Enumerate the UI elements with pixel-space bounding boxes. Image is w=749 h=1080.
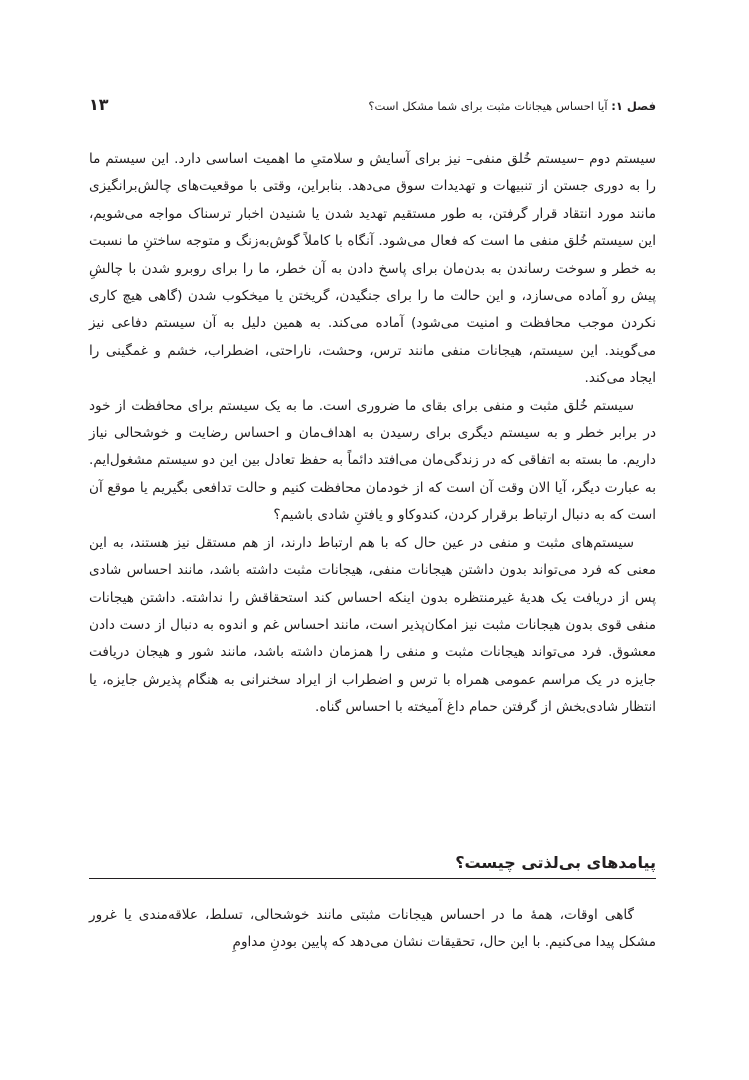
paragraph-1: سیستم دوم –سیستم خُلق منفی– نیز برای آسایش و سلامتیِ ما اهمیت اساسی دارد. این سیستم ما را به دوری جستن از تنبیهات و تهدیدات سوق می‌دهد. بنابراین، وقتی با موقعیت‌های چالش‌برانگیزی مانند مورد انتقاد قرار گرفتن، به طور مستقیم تهدید شدن یا شنیدن اخبار ترسناک مواجه می‌شویم، این سیستم خُلق منفی ما است که فعال می‌شود. آنگاه با کاملاً گوش‌به‌زنگ و متوجه ساختنِ ما نسبت به خطر و سوخت رساندن به بدن‌مان برای پاسخ دادن به آن خطر، ما را برای روبرو شدن با چالشِ پیش رو آماده می‌سازد، و این حالت ما را برای جنگیدن، گریختن یا میخکوب شدن (گاهی هیچ کاری نکردن موجب محافظت و امنیت می‌شود) آماده می‌کند. به همین دلیل به آن سیستم دفاعی نیز می‌گویند. این سیستم، هیجانات منفی مانند ترس، وحشت، ناراحتی، اضطراب، خشم و غمگینی را ایجاد می‌کند.	[89, 151, 656, 387]
paragraph-2: سیستم خُلق مثبت و منفی برای بقای ما ضروری است. ما به یک سیستم برای محافظت از خود در برابر خطر و به سیستم دیگری برای رسیدن به اهداف‌مان و احساس رضایت و خوشحالی نیاز داریم. ما بسته به اتفاقی که در زندگی‌مان می‌افتد دائماً به حفظ تعادل بین این دو سیستم مشغول‌ایم. به عبارت دیگر، آیا الان وقت آن است که از خودمان محافظت کنیم و حالت تدافعی بگیریم یا موقع آن است که به دنبال ارتباط برقرار کردن، کندوکاو و یافتنِ شادی باشیم؟	[89, 397, 656, 524]
paragraph-3: سیستم‌های مثبت و منفی در عین حال که با هم ارتباط دارند، از هم مستقل نیز هستند، به این معنی که فرد می‌تواند بدون داشتن هیجانات منفی، هیجانات مثبت داشته باشد، مانند احساس شادی پس از دریافت یک هدیهٔ غیرمنتظره بدون اینکه احساس کند استحقاقش را نداشته. داشتن هیجانات منفی قوی بدون هیجانات مثبت نیز امکان‌پذیر است، مانند احساس غم و اندوه به دنبال از دست دادن معشوق. فرد می‌تواند هیجانات مثبت و منفی را همزمان داشته باشد، مانند شور و هیجان دریافت جایزه در یک مراسم عمومی همراه با ترس و اضطراب از ایراد سخنرانی به هنگام پذیرش جایزه، یا انتظار شادی‌بخش از گرفتن حمام داغ آمیخته با احساس گناه.	[89, 534, 656, 716]
chapter-title: آیا احساس هیجانات مثبت برای شما مشکل است؟	[368, 99, 608, 113]
section-paragraph: گاهی اوقات، همهٔ ما در احساس هیجانات مثبتی مانند خوشحالی، تسلط، علاقه‌مندی یا غرور مشکل پیدا می‌کنیم. با این حال، تحقیقات نشان می‌دهد که پایین بودنِ مداومِ	[89, 907, 656, 951]
section-divider	[89, 878, 656, 879]
section-heading: پیامدهای بی‌لذتی چیست؟	[455, 853, 656, 872]
main-text	[89, 146, 656, 722]
chapter-label: فصل ۱:	[611, 99, 656, 113]
section-text	[89, 902, 656, 957]
page-number: ۱۳	[89, 95, 109, 114]
running-title	[368, 99, 656, 113]
running-header	[89, 96, 656, 118]
